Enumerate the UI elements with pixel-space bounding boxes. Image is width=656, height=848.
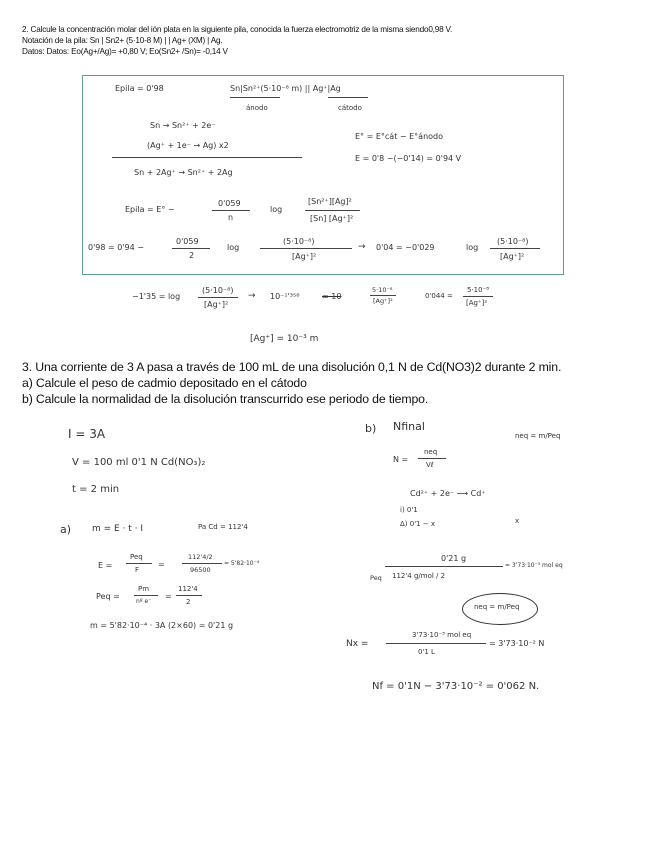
hw-e-result: = 5'82·10⁻⁴ <box>224 560 260 567</box>
hw-neq-result: = 3'73·10⁻³ mol eq <box>505 562 563 569</box>
hw-half1: Sn → Sn²⁺ + 2e⁻ <box>150 121 216 130</box>
hw-nx-num: 3'73·10⁻³ mol eq <box>412 631 472 639</box>
hw-peq-bar <box>134 595 158 596</box>
hw-neq-den-pre: Peq <box>370 574 382 582</box>
problem-2-statement <box>22 24 642 57</box>
problem-3-question: 3. Una corriente de 3 A pasa a través de 100 mL de una disolución 0,1 N de Cd(NO3)2 durante 2 min. <box>22 360 562 374</box>
hw-next-log-bar <box>370 295 396 296</box>
hw-next-result-num: 5·10⁻⁸ <box>467 286 490 294</box>
hw-nernst-q-num: [Sn²⁺][Ag]² <box>308 197 352 206</box>
hw-n-bar <box>418 458 446 459</box>
hw-sub-rhs-log: log <box>466 243 479 252</box>
hw-sub-q-num: (5·10⁻⁸) <box>283 237 315 246</box>
hw-time: t = 2 min <box>72 484 120 495</box>
hw-underline-cathode <box>328 97 368 98</box>
hw-nx-den: 0'1 L <box>418 648 435 656</box>
hw-e-den: F <box>135 566 140 574</box>
hw-sub-frac-den: 2 <box>189 251 195 260</box>
hw-neq-bar <box>385 566 503 567</box>
hw-sub-frac-num: 0'059 <box>176 237 199 246</box>
hw-next-result-lhs: 0'044 = <box>425 292 453 300</box>
hw-next-result-bar <box>463 296 493 297</box>
hw-n-den: Vℓ <box>426 461 434 469</box>
hw-next-lhs: −1'35 = log <box>132 292 181 301</box>
hw-e-bar2 <box>182 563 222 564</box>
hw-nx-result: = 3'73·10⁻² N <box>489 639 545 648</box>
hw-n-num: neq <box>424 448 438 456</box>
hw-nf: Nf = 0'1N − 3'73·10⁻² = 0'062 N. <box>372 681 540 692</box>
hw-peq-den2: 2 <box>186 598 191 606</box>
hw-nernst-frac-bar <box>212 210 250 211</box>
hw-sub-q-den: [Ag⁺]² <box>292 252 317 261</box>
hw-mass: m = 5'82·10⁻⁴ · 3A (2×60) = 0'21 g <box>90 621 234 630</box>
problem-2-question: 2. Calcule la concentración molar del ión plata en la siguiente pila, conocida la fuerza electromotriz de la misma siendo0,98 V. <box>22 25 453 34</box>
hw-nernst-frac-num: 0'059 <box>218 199 241 208</box>
hw-overall: Sn + 2Ag⁺ → Sn²⁺ + 2Ag <box>134 168 233 177</box>
hw-next-pow: 10⁻¹'³⁵⁶ <box>270 292 300 301</box>
hw-next-eq: = 10 <box>322 292 342 301</box>
problem-3-part-b: b) Calcule la normalidad de la disolución transcurrido ese periodo de tiempo. <box>22 392 429 406</box>
hw-neq-den: 112'4 g/mol / 2 <box>392 572 446 580</box>
hw-sub-lhs: 0'98 = 0'94 − <box>88 243 144 252</box>
hw-peq-eq: = <box>165 592 172 601</box>
hw-cathode: cátodo <box>338 104 362 112</box>
hw-x: x <box>515 517 520 525</box>
hw-next-result-den: [Ag⁺]² <box>466 299 488 307</box>
hw-nfinal: Nfinal <box>393 420 425 433</box>
hw-e-bar <box>126 563 152 564</box>
hw-epila: Epila = 0'98 <box>115 84 164 93</box>
hw-anode: ánodo <box>246 104 268 112</box>
hw-next-num: (5·10⁻⁸) <box>202 286 234 295</box>
hw-nernst-frac-den: n <box>228 213 234 222</box>
hw-a-pa: Pa Cd = 112'4 <box>198 523 248 531</box>
hw-sub-rhs-num: (5·10⁻⁸) <box>497 237 529 246</box>
hw-peq-num: Pm <box>138 585 150 593</box>
hw-peq-num2: 112'4 <box>178 585 198 593</box>
hw-nx-lhs: Nx = <box>346 639 369 649</box>
hw-a-formula: m = E · t · I <box>92 524 144 534</box>
hw-sub-q-bar <box>260 248 352 249</box>
hw-e-eq: = <box>158 560 165 569</box>
hw-nernst-log: log <box>270 205 283 214</box>
hw-nernst-q-den: [Sn] [Ag⁺]² <box>310 214 354 223</box>
problem-3-part-a: a) Calcule el peso de cadmio depositado en el cátodo <box>22 376 307 390</box>
hw-e-den2: 96500 <box>190 566 211 574</box>
hw-peq-lhs: Peq = <box>96 592 120 601</box>
hw-init: i) 0'1 <box>400 506 418 514</box>
hw-sub-log: log <box>227 243 240 252</box>
hw-e-lhs: E = <box>98 561 113 570</box>
hw-neq-num: 0'21 g <box>441 554 467 563</box>
problem-2-data: Datos: Datos: Eo(Ag+/Ag)= +0,80 V; Eo(Sn2+ /Sn)= -0,14 V <box>22 47 228 56</box>
hw-peq-den: nº e⁻ <box>136 598 152 605</box>
hw-b-label: b) <box>365 422 377 435</box>
problem-2-notation: Notación de la pila: Sn | Sn2+ (5·10-8 M) | | Ag+ (XM) | Ag. <box>22 36 223 45</box>
hw-next-log-den: [Ag⁺]² <box>373 297 393 305</box>
hw-next-bar <box>198 297 238 298</box>
hw-delta: Δ) 0'1 − x <box>400 520 436 528</box>
hw-e0-value: E = 0'8 −(−0'14) = 0'94 V <box>355 154 462 163</box>
hw-current: I = 3A <box>68 427 106 441</box>
hw-n-lhs: N = <box>393 455 409 464</box>
hw-next-den: [Ag⁺]² <box>204 300 229 309</box>
hw-e-num: Peq <box>130 553 143 561</box>
hw-next-log-num: 5·10⁻⁸ <box>372 286 393 294</box>
hw-e0-formula: E° = E°cát − E°ánodo <box>355 132 444 141</box>
hw-half2: (Ag⁺ + 1e⁻ → Ag) x2 <box>147 141 229 150</box>
hw-sub-arrow: → <box>358 242 366 252</box>
hw-oval-text: neq = m/Peq <box>474 603 520 611</box>
problem-3-statement <box>22 359 652 407</box>
hw-volume: V = 100 ml 0'1 N Cd(NO₃)₂ <box>72 457 206 468</box>
hw-a-label: a) <box>60 523 72 536</box>
hw-neq-def: neq = m/Peq <box>515 432 561 440</box>
hw-underline-anode <box>230 97 280 98</box>
hw-sub-frac-bar <box>172 248 210 249</box>
hw-sub-rhs-den: [Ag⁺]² <box>500 252 525 261</box>
hw-reaction: Cd²⁺ + 2e⁻ ⟶ Cd⁺ <box>410 489 486 498</box>
hw-nx-bar <box>386 643 486 644</box>
hw-final-concentration: [Ag⁺] = 10⁻³ m <box>250 334 319 344</box>
hw-sub-rhs-bar <box>490 248 540 249</box>
hw-nernst-q-bar <box>305 210 360 211</box>
hw-sub-rhs-left: 0'04 = −0'029 <box>376 243 435 252</box>
hw-e-num2: 112'4/2 <box>188 553 213 561</box>
hw-cell: Sn|Sn²⁺(5·10⁻⁸ m) || Ag⁺|Ag <box>230 84 341 93</box>
hw-sum-line <box>112 157 302 158</box>
hw-nernst-lhs: Epila = E° − <box>125 205 175 214</box>
hw-peq-bar2 <box>176 595 202 596</box>
hw-next-arrow: → <box>248 291 256 301</box>
